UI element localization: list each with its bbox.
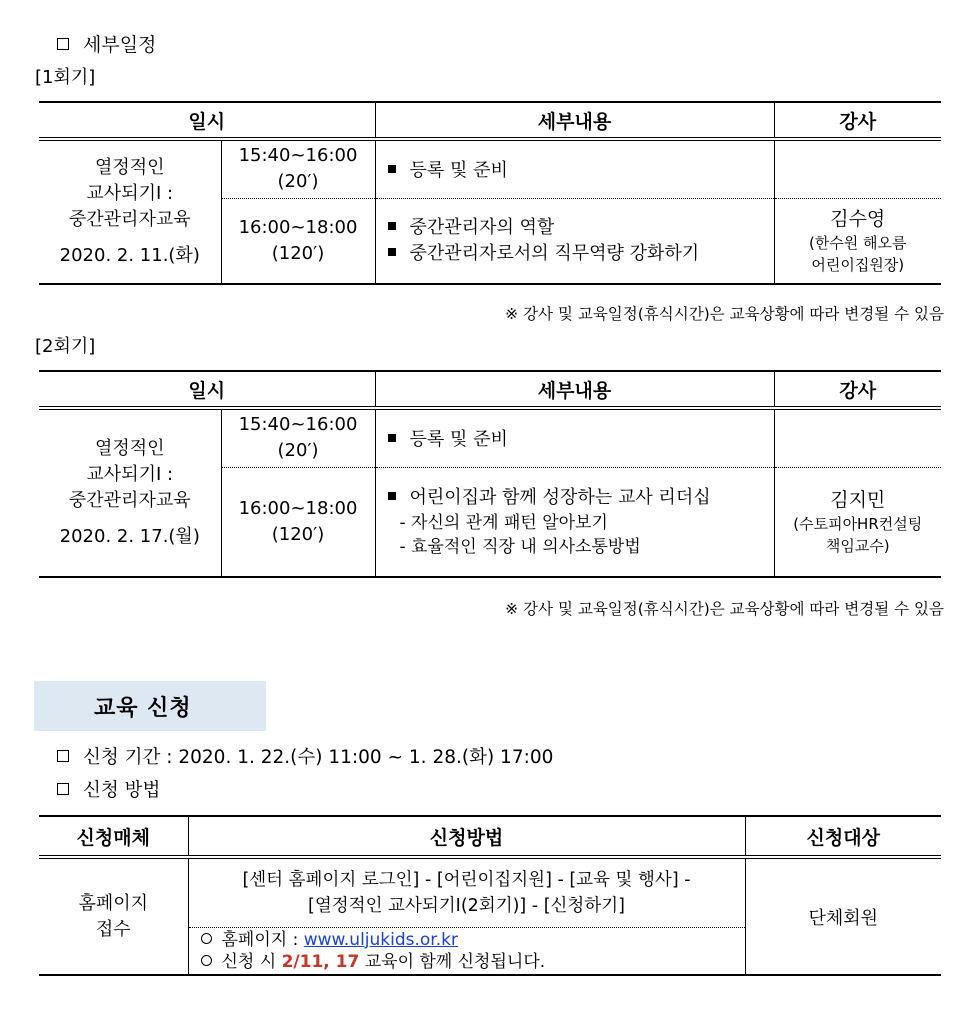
square-bullet-icon <box>388 222 396 230</box>
header-datetime: 일시 <box>39 371 375 408</box>
course-date: 2020. 2. 17.(월) <box>59 526 200 547</box>
details-cell: 어린이집과 함께 성장하는 교사 리더십 - 자신의 관계 패턴 알아보기 - 효율적인 직장 내 의사소통방법 <box>375 467 774 577</box>
time-cell: 16:00~18:00 (120′) <box>221 467 375 577</box>
details-cell: 등록 및 준비 <box>375 139 774 198</box>
apply-title-box <box>34 681 266 731</box>
header-details: 세부내용 <box>375 371 774 408</box>
course-cell: 열정적인 교사되기Ⅰ : 중간관리자교육 2020. 2. 11.(화) <box>39 139 221 284</box>
circle-bullet-icon <box>201 955 212 966</box>
round-label: [1회기] <box>35 67 96 88</box>
time-cell: 16:00~18:00 (120′) <box>221 198 375 284</box>
apply-period: 신청 기간 : 2020. 1. 22.(수) 11:00 ~ 1. 28.(화) 17:00 <box>57 743 553 769</box>
square-bullet-icon <box>388 248 396 256</box>
schedule-table-1 <box>39 101 941 285</box>
square-bullet-icon <box>57 750 69 762</box>
header-medium: 신청매체 <box>39 816 188 857</box>
instructor-cell <box>774 408 941 467</box>
medium-cell: 홈페이지 접수 <box>39 857 188 975</box>
time-cell: 15:40~16:00 (20′) <box>221 139 375 198</box>
instructor-cell: 김수영 (한수원 해오름 어린이집원장) <box>774 198 941 284</box>
instructor-cell <box>774 139 941 198</box>
instructor-name: 김수영 <box>830 207 886 230</box>
apply-method-label: 신청 방법 <box>57 776 160 802</box>
square-bullet-icon <box>388 165 396 173</box>
header-method: 신청방법 <box>188 816 745 857</box>
apply-title: 교육 신청 <box>94 696 192 721</box>
details-cell: 중간관리자의 역할 중간관리자로서의 직무역량 강화하기 <box>375 198 774 284</box>
time-cell: 15:40~16:00 (20′) <box>221 408 375 467</box>
apply-table <box>39 815 941 976</box>
details-cell: 등록 및 준비 <box>375 408 774 467</box>
course-cell: 열정적인 교사되기Ⅰ : 중간관리자교육 2020. 2. 17.(월) <box>39 408 221 577</box>
square-bullet-icon <box>388 492 396 500</box>
header-instructor: 강사 <box>774 102 941 139</box>
course-date: 2020. 2. 11.(화) <box>59 245 200 266</box>
section-title: 세부일정 <box>57 30 156 57</box>
round-label: [2회기] <box>35 336 96 357</box>
header-datetime: 일시 <box>39 102 375 139</box>
target-cell: 단체회원 <box>745 857 941 975</box>
instructor-cell: 김지민 (수토피아HR컨설팅 책임교수) <box>774 467 941 577</box>
notice-cell: 홈페이지 : www.uljukids.or.kr 신청 시 2/11, 17 교육이 함께 신청됩니다. <box>188 927 745 975</box>
schedule-note: ※ 강사 및 교육일정(휴식시간)은 교육상황에 따라 변경될 수 있음 <box>505 305 944 323</box>
square-bullet-icon <box>57 783 69 795</box>
notice-dates: 2/11, 17 <box>281 951 360 972</box>
square-bullet-icon <box>57 38 69 50</box>
circle-bullet-icon <box>201 933 212 944</box>
steps-cell: [센터 홈페이지 로그인] - [어린이집지원] - [교육 및 행사] - [열정적인 교사되기Ⅰ(2회기)] - [신청하기] <box>188 857 745 927</box>
schedule-note: ※ 강사 및 교육일정(휴식시간)은 교육상황에 따라 변경될 수 있음 <box>505 600 944 618</box>
header-details: 세부내용 <box>375 102 774 139</box>
square-bullet-icon <box>388 434 396 442</box>
header-target: 신청대상 <box>745 816 941 857</box>
instructor-name: 김지민 <box>830 488 886 511</box>
homepage-link[interactable]: www.uljukids.or.kr <box>303 929 458 950</box>
header-instructor: 강사 <box>774 371 941 408</box>
schedule-table-2 <box>39 370 941 578</box>
